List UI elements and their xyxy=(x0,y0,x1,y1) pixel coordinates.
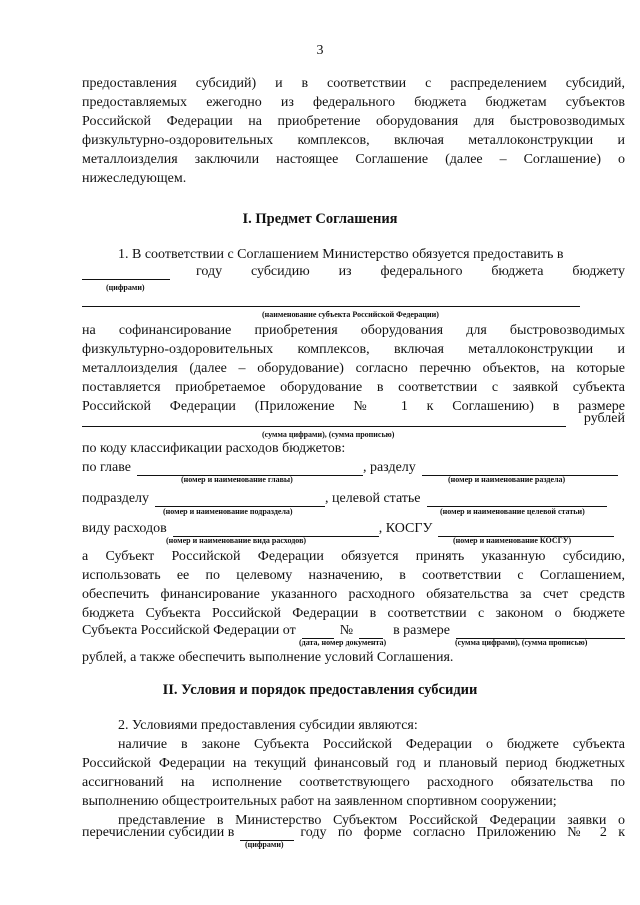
last-text-b: году по форме согласно Приложению № 2 к xyxy=(300,825,625,840)
last-row xyxy=(82,825,625,841)
caption-subsection: (номер и наименование подраздела) xyxy=(163,507,293,516)
subsection-label: подразделу xyxy=(82,491,150,506)
law-text-b: в размере xyxy=(393,623,451,638)
intro-line: предоставления субсидий) и в соответствии с распределением субсидий, xyxy=(82,76,625,91)
subject-line: использовать ее по целевому назначению, в соответствии с Соглашением, xyxy=(82,568,625,583)
section-label: , разделу xyxy=(362,460,416,475)
size-blank xyxy=(456,624,625,639)
word: федерального xyxy=(380,264,463,279)
word: субсидию xyxy=(250,264,310,279)
expense-row xyxy=(82,521,625,537)
page-number: 3 xyxy=(316,43,324,58)
word: бюджета xyxy=(491,264,544,279)
expense-label: виду расходов xyxy=(82,521,167,536)
caption-expense: (номер и наименование вида расходов) xyxy=(166,536,307,545)
section-1-title: I. Предмет Соглашения xyxy=(242,211,398,227)
cofinancing-line: поставляется приобретаемое оборудование в соответствии с заявкой субъекта xyxy=(82,380,625,395)
s2-item: 2. Условиями предоставления субсидии являются: xyxy=(118,718,418,733)
caption-subject-name: (наименование субъекта Российской Федерации) xyxy=(262,310,439,319)
caption-kosgu: (номер и наименование КОСГУ) xyxy=(453,536,572,545)
law-row xyxy=(82,623,625,639)
word: из xyxy=(338,264,352,279)
subject-line: а Субъект Российской Федерации обязуется принять указанную субсидию, xyxy=(82,549,625,564)
caption-date-doc: (дата, номер документа) xyxy=(299,638,387,647)
kosgu-blank xyxy=(438,522,614,537)
rubles-label: рублей xyxy=(583,411,625,426)
section-blank xyxy=(422,461,618,476)
date-blank xyxy=(302,624,334,639)
s1-line-2 xyxy=(82,264,625,280)
cofinancing-line: металлоизделия (далее – оборудование) согласно перечню объектов, на которые xyxy=(82,361,625,376)
law-line: наличие в законе Субъекта Российской Федерации о бюджете субъекта xyxy=(118,737,625,752)
chapter-row xyxy=(82,460,625,476)
year-blank xyxy=(82,265,170,280)
s1-line-1: 1. В соответствии с Соглашением Министерство обязуется предоставить в xyxy=(118,247,564,262)
s1-line-2-words xyxy=(170,264,625,280)
caption-sum: (сумма цифрами), (сумма прописью) xyxy=(262,430,395,439)
chapter-blank xyxy=(137,461,363,476)
target-blank xyxy=(427,492,607,507)
target-label: , целевой статье xyxy=(325,491,421,506)
caption-digits: (цифрами) xyxy=(106,283,145,292)
cofinancing-line: Российской Федерации (Приложение № 1 к Соглашению) в размере xyxy=(82,399,625,414)
law-line: выполнению общестроительных работ на заявленном спортивном сооружении; xyxy=(82,794,557,809)
intro-line: нижеследующем. xyxy=(82,171,187,186)
doc-number-blank xyxy=(359,624,383,639)
number-sign: № xyxy=(339,623,354,638)
subject-line: бюджета Субъекта Российской Федерации в соответствии с законом о бюджете xyxy=(82,606,625,621)
kosgu-label: , КОСГУ xyxy=(378,521,433,536)
submit-line: представление в Министерство Субъектом Российской Федерации заявки о xyxy=(118,813,625,828)
expense-blank xyxy=(173,522,379,537)
subsection-row xyxy=(82,491,625,507)
last-text-b-wrap xyxy=(300,825,625,841)
intro-line: Российской Федерации на приобретение оборудования для быстровозводимых xyxy=(82,114,625,129)
caption-digits-2: (цифрами) xyxy=(245,840,284,849)
word: бюджету xyxy=(572,264,625,279)
subject-name-blank xyxy=(82,292,580,307)
rubles-tail: рублей, а также обеспечить выполнение условий Соглашения. xyxy=(82,650,454,665)
subject-line: обеспечить финансирование указанного расходного обязательства за счет средств xyxy=(82,587,625,602)
budget-code-line: по коду классификации расходов бюджетов: xyxy=(82,441,346,456)
caption-section: (номер и наименование раздела) xyxy=(448,475,566,484)
intro-line: физкультурно-оздоровительных комплексов, включая металлоконструкции и xyxy=(82,133,625,148)
law-text-a: Субъекта Российской Федерации от xyxy=(82,623,296,638)
year-blank-2 xyxy=(240,826,294,841)
law-line: Российской Федерации на текущий финансовый год и плановый период бюджетных xyxy=(82,756,625,771)
sum-row xyxy=(82,411,625,427)
law-line: ассигнований на исполнение соответствующего расходного обязательства по xyxy=(82,775,625,790)
word: году xyxy=(196,264,223,279)
caption-sum-2: (сумма цифрами), (сумма прописью) xyxy=(455,638,588,647)
section-2-title: II. Условия и порядок предоставления субсидии xyxy=(162,682,478,698)
sum-blank xyxy=(82,412,566,427)
intro-line: предоставляемых ежегодно из федерального бюджета бюджетам субъектов xyxy=(82,95,625,110)
intro-line: металлоизделия заключили настоящее Соглашение (далее – Соглашение) о xyxy=(82,152,625,167)
chapter-label: по главе xyxy=(82,460,131,475)
last-text-a: перечислении субсидии в xyxy=(82,825,235,840)
caption-target: (номер и наименование целевой статьи) xyxy=(440,507,585,516)
cofinancing-line: физкультурно-оздоровительных комплексов, включая металлоконструкции и xyxy=(82,342,625,357)
caption-chapter: (номер и наименование главы) xyxy=(181,475,293,484)
cofinancing-line: на софинансирование приобретения оборудования для быстровозводимых xyxy=(82,323,625,338)
subsection-blank xyxy=(155,492,325,507)
